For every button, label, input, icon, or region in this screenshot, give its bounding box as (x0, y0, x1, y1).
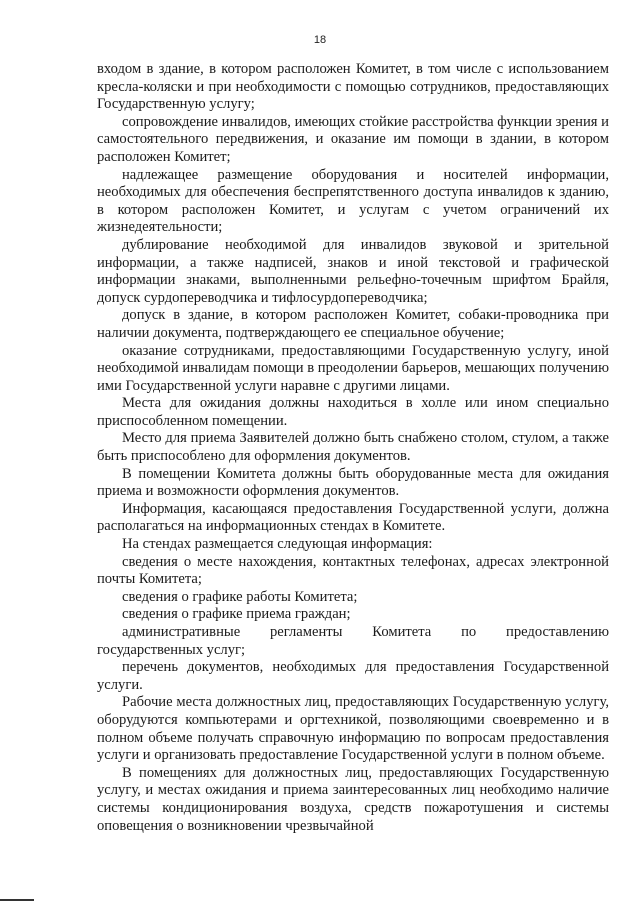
paragraph: Рабочие места должностных лиц, предоставляющих Государственную услугу, оборудуются компьютерами и оргтехникой, позволяющими своевременно и в полном объеме получать справочную информацию по вопросам предоставления услуги и организовать предоставление Государственной услуги в полном объеме. (97, 694, 609, 764)
paragraph: Места для ожидания должны находиться в холле или ином специально приспособленном помещении. (97, 395, 609, 429)
paragraph: В помещении Комитета должны быть оборудованные места для ожидания приема и возможности оформления документов. (97, 465, 609, 500)
paragraph: допуск в здание, в котором расположен Комитет, собаки-проводника при наличии документа, подтверждающего ее специальное обучение; (97, 307, 609, 341)
paragraph: Информация, касающаяся предоставления Государственной услуги, должна располагаться на информационных стендах в Комитете. (97, 500, 609, 535)
paragraph: дублирование необходимой для инвалидов звуковой и зрительной информации, а также надписей, знаков и иной текстовой и графической информации знаками, выполненными рельефно-точечным шрифтом Брайля, допуск сурдопереводчика и тифлосурдопереводчика; (97, 236, 609, 306)
document-body (97, 61, 609, 835)
paragraph: оказание сотрудниками, предоставляющими Государственную услугу, иной необходимой инвалидам помощи в преодолении барьеров, мешающих получению ими Государственной услуги наравне с другими лицами. (97, 342, 609, 394)
page-number: 18 (313, 34, 327, 46)
paragraph: Место для приема Заявителей должно быть снабжено столом, стулом, а также быть приспособлено для оформления документов. (97, 430, 609, 465)
paragraph: перечень документов, необходимых для предоставления Государственной услуги. (97, 659, 609, 693)
paragraph: В помещениях для должностных лиц, предоставляющих Государственную услугу, и местах ожидания и приема заинтересованных лиц необходимо наличие системы кондиционирования воздуха, средств пожаротушения и системы оповещения о возникновении чрезвычайной (97, 764, 609, 834)
paragraph: надлежащее размещение оборудования и носителей информации, необходимых для обеспечения беспрепятственного доступа инвалидов к зданию, в котором расположен Комитет, и услугам с учетом ограничений их жизнедеятельности; (97, 166, 609, 236)
page-edge-mark (0, 899, 34, 901)
paragraph: сведения о месте нахождения, контактных телефонах, адресах электронной почты Комитета; (97, 553, 609, 588)
paragraph: сведения о графике приема граждан; (122, 606, 351, 623)
paragraph: входом в здание, в котором расположен Комитет, в том числе с использованием кресла-коляски и при необходимости с помощью сотрудников, предоставляющих Государственную услугу; (97, 61, 609, 113)
paragraph: сведения о графике работы Комитета; (122, 588, 358, 605)
paragraph: На стендах размещается следующая информация: (122, 536, 433, 553)
paragraph: сопровождение инвалидов, имеющих стойкие расстройства функции зрения и самостоятельного передвижения, и оказание им помощи в здании, в котором расположен Комитет; (97, 113, 609, 165)
paragraph: административные регламенты Комитета по предоставлению государственных услуг; (97, 624, 609, 658)
